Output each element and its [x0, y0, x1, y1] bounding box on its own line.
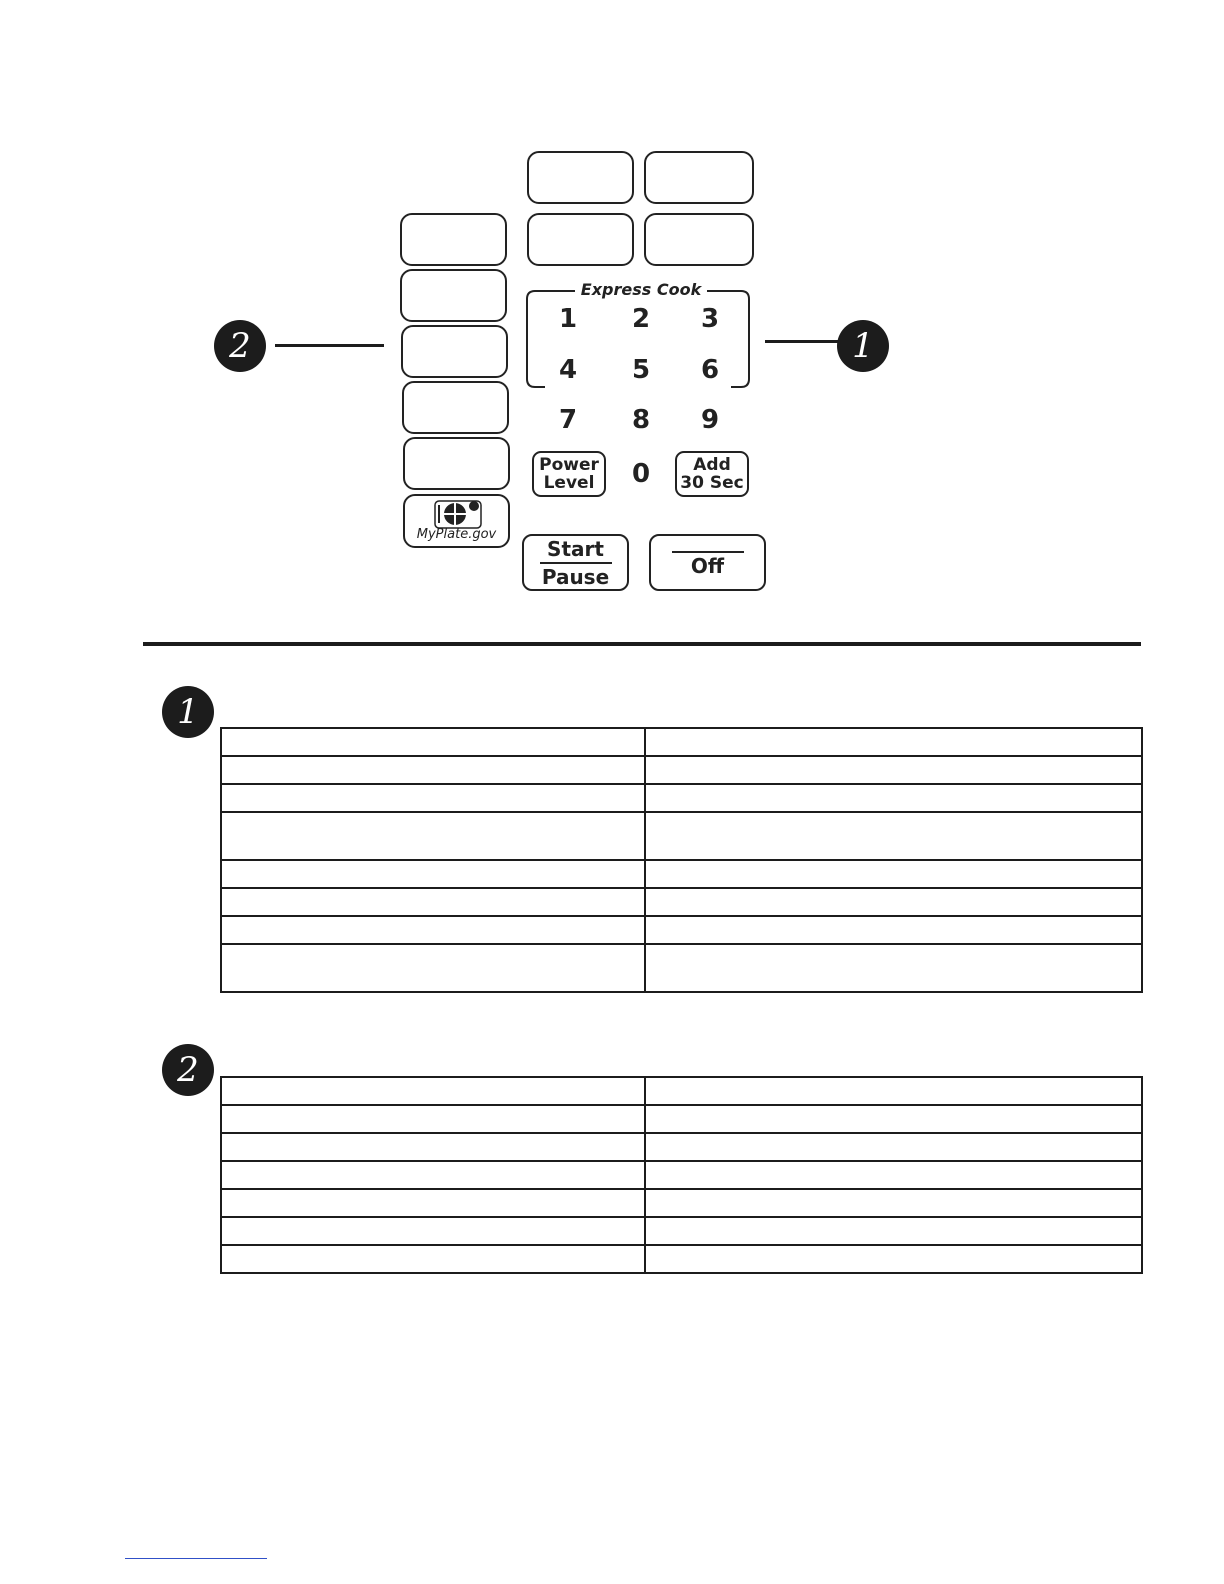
table-row [221, 1105, 1142, 1133]
top-right-key-1[interactable] [644, 151, 754, 204]
table-row [221, 1245, 1142, 1273]
callout-2: 2 [214, 320, 266, 372]
table-cell [645, 728, 1142, 756]
digit-6-key[interactable]: 6 [700, 355, 720, 385]
top-left-key-1[interactable] [527, 151, 634, 204]
digit-5-key[interactable]: 5 [631, 355, 651, 385]
table-cell [221, 860, 645, 888]
myplate-key[interactable] [403, 494, 510, 548]
table-cell [645, 812, 1142, 860]
section-divider [143, 642, 1141, 646]
express-cook-label: Express Cook [580, 280, 702, 299]
power-level-line1: Power [539, 455, 599, 475]
power-level-line2: Level [543, 473, 595, 493]
add-30-sec-button[interactable] [675, 451, 749, 497]
table-cell [221, 916, 645, 944]
digit-0-key[interactable]: 0 [631, 459, 651, 489]
table-row [221, 1189, 1142, 1217]
start-pause-button[interactable] [522, 534, 629, 591]
digit-7-key[interactable]: 7 [558, 405, 578, 435]
table-cell [645, 860, 1142, 888]
table-cell [221, 1161, 645, 1189]
callout-1: 1 [837, 320, 889, 372]
table-cell [645, 784, 1142, 812]
table-row [221, 812, 1142, 860]
table-cell [221, 784, 645, 812]
digit-2-key[interactable]: 2 [631, 304, 651, 334]
table-cell [221, 1077, 645, 1105]
table-cell [221, 756, 645, 784]
section-2-table [220, 1076, 1143, 1274]
footer-link-underline[interactable] [125, 1558, 267, 1559]
table-cell [645, 1217, 1142, 1245]
callout-2-leader [275, 344, 384, 347]
table-row [221, 860, 1142, 888]
table-cell [645, 756, 1142, 784]
table-cell [645, 888, 1142, 916]
digit-1-key[interactable]: 1 [558, 304, 578, 334]
left-key-4[interactable] [402, 381, 509, 434]
off-label: Off [690, 553, 725, 578]
top-left-key-2[interactable] [527, 213, 634, 266]
left-key-1[interactable] [400, 213, 507, 266]
table-cell [645, 916, 1142, 944]
start-pause-divider [540, 562, 612, 564]
table-row [221, 756, 1142, 784]
left-key-2[interactable] [400, 269, 507, 322]
start-label: Start [547, 536, 604, 561]
digit-4-key[interactable]: 4 [558, 355, 578, 385]
table-row [221, 784, 1142, 812]
table-row [221, 1077, 1142, 1105]
top-right-key-2[interactable] [644, 213, 754, 266]
add-30-sec-line1: Add [693, 455, 731, 475]
table-cell [221, 1133, 645, 1161]
section-1-marker: 1 [162, 686, 214, 738]
off-divider [672, 551, 744, 553]
left-key-3[interactable] [401, 325, 508, 378]
power-level-button[interactable] [532, 451, 606, 497]
table-cell [221, 1189, 645, 1217]
table-cell [221, 888, 645, 916]
table-cell [221, 944, 645, 992]
table-cell [645, 1105, 1142, 1133]
table-row [221, 1161, 1142, 1189]
off-button[interactable] [649, 534, 766, 591]
table-cell [645, 1245, 1142, 1273]
section-2-marker: 2 [162, 1044, 214, 1096]
table-cell [221, 728, 645, 756]
add-30-sec-line2: 30 Sec [680, 473, 744, 493]
callout-1-leader [765, 340, 843, 343]
table-cell [645, 1133, 1142, 1161]
table-cell [645, 1189, 1142, 1217]
table-cell [645, 944, 1142, 992]
table-row [221, 1133, 1142, 1161]
table-row [221, 728, 1142, 756]
table-row [221, 1217, 1142, 1245]
digit-3-key[interactable]: 3 [700, 304, 720, 334]
myplate-logo-text: MyPlate.gov [416, 527, 497, 542]
table-cell [221, 1105, 645, 1133]
table-cell [645, 1161, 1142, 1189]
digit-8-key[interactable]: 8 [631, 405, 651, 435]
table-row [221, 888, 1142, 916]
digit-9-key[interactable]: 9 [700, 405, 720, 435]
section-1-table [220, 727, 1143, 993]
table-row [221, 916, 1142, 944]
pause-label: Pause [541, 564, 610, 589]
table-cell [221, 1245, 645, 1273]
table-cell [221, 1217, 645, 1245]
table-row [221, 944, 1142, 992]
table-cell [221, 812, 645, 860]
left-key-5[interactable] [403, 437, 510, 490]
table-cell [645, 1077, 1142, 1105]
